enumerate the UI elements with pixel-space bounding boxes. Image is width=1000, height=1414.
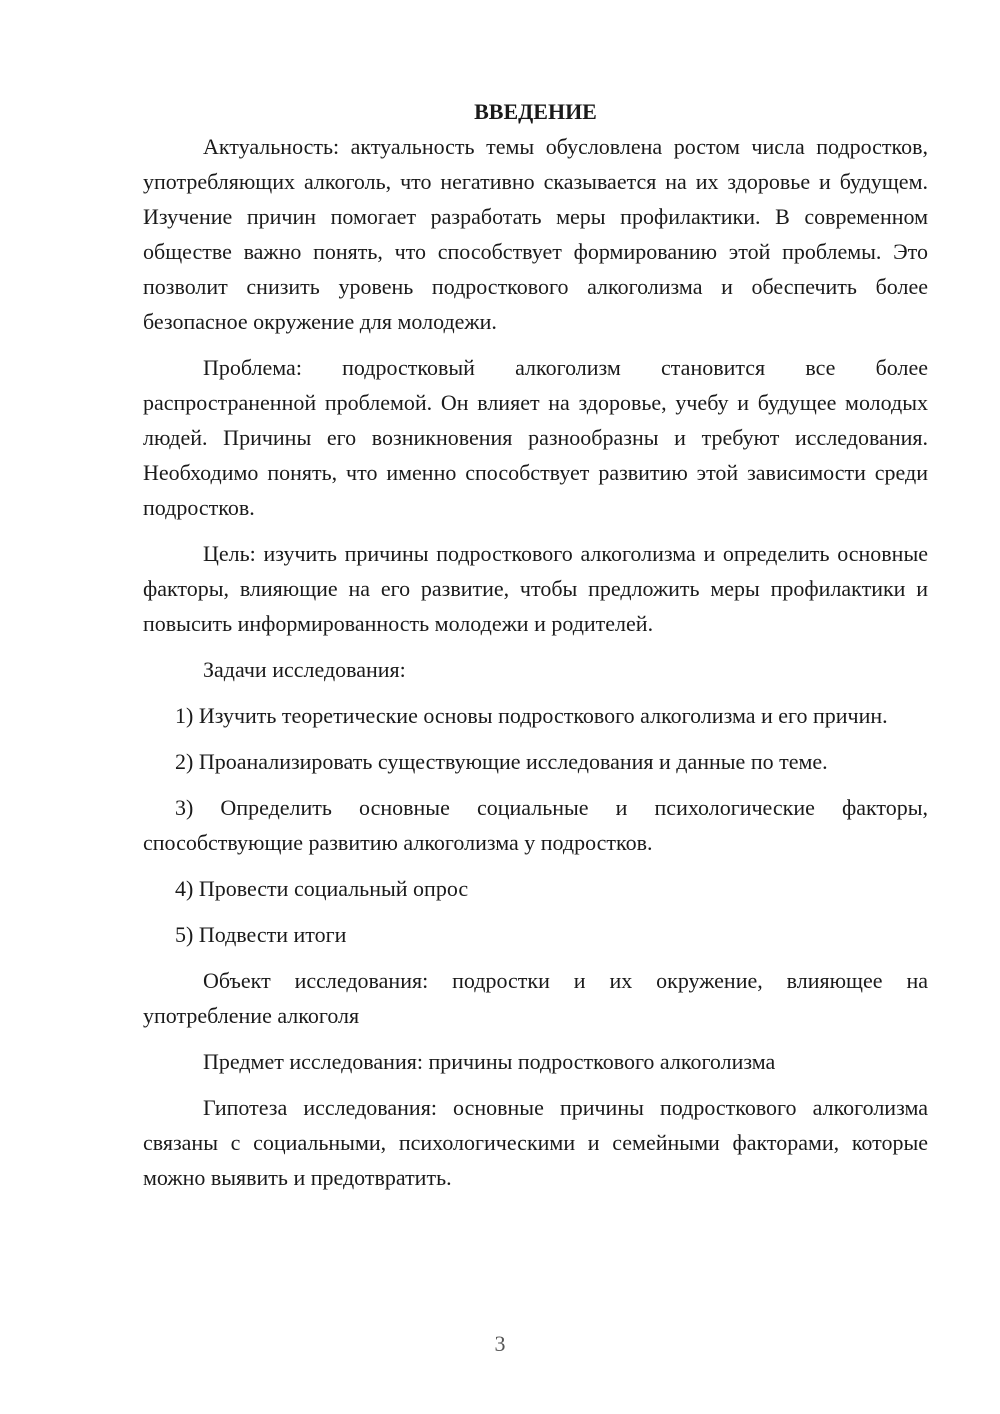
paragraph-problem: Проблема: подростковый алкоголизм становится все более распространенной проблемой. Он влияет на здоровье, учебу и будущее молодых людей. Причины его возникновения разнообразны и требуют исследования. Необходимо понять, что именно способствует развитию этой зависимости среди подростков. [143, 355, 928, 520]
task-item-3: 3) Определить основные социальные и психологические факторы, способствующие развитию алкоголизма у подростков. [143, 795, 928, 855]
paragraph-subject: Предмет исследования: причины подросткового алкоголизма [203, 1049, 776, 1074]
document-page [143, 95, 928, 1195]
section-title: ВВЕДЕНИЕ [474, 99, 597, 124]
task-item-4: 4) Провести социальный опрос [175, 876, 469, 901]
task-item-1: 1) Изучить теоретические основы подросткового алкоголизма и его причин. [175, 703, 888, 728]
task-item-2: 2) Проанализировать существующие исследования и данные по теме. [175, 749, 828, 774]
paragraph-tasks-heading: Задачи исследования: [203, 657, 406, 682]
paragraph-object: Объект исследования: подростки и их окружение, влияющее на употребление алкоголя [143, 968, 928, 1028]
paragraph-relevance: Актуальность: актуальность темы обусловлена ростом числа подростков, употребляющих алкоголь, что негативно сказывается на их здоровье и будущем. Изучение причин помогает разработать меры профилактики. В современном обществе важно понять, что способствует формированию этой проблемы. Это позволит снизить уровень подросткового алкоголизма и обеспечить более безопасное окружение для молодежи. [143, 134, 928, 334]
paragraph-goal: Цель: изучить причины подросткового алкоголизма и определить основные факторы, влияющие на его развитие, чтобы предложить меры профилактики и повысить информированность молодежи и родителей. [143, 541, 928, 636]
task-item-5: 5) Подвести итоги [175, 922, 347, 947]
page-number: 3 [494, 1331, 506, 1356]
paragraph-hypothesis: Гипотеза исследования: основные причины подросткового алкоголизма связаны с социальными, психологическими и семейными факторами, которые можно выявить и предотвратить. [143, 1095, 928, 1190]
